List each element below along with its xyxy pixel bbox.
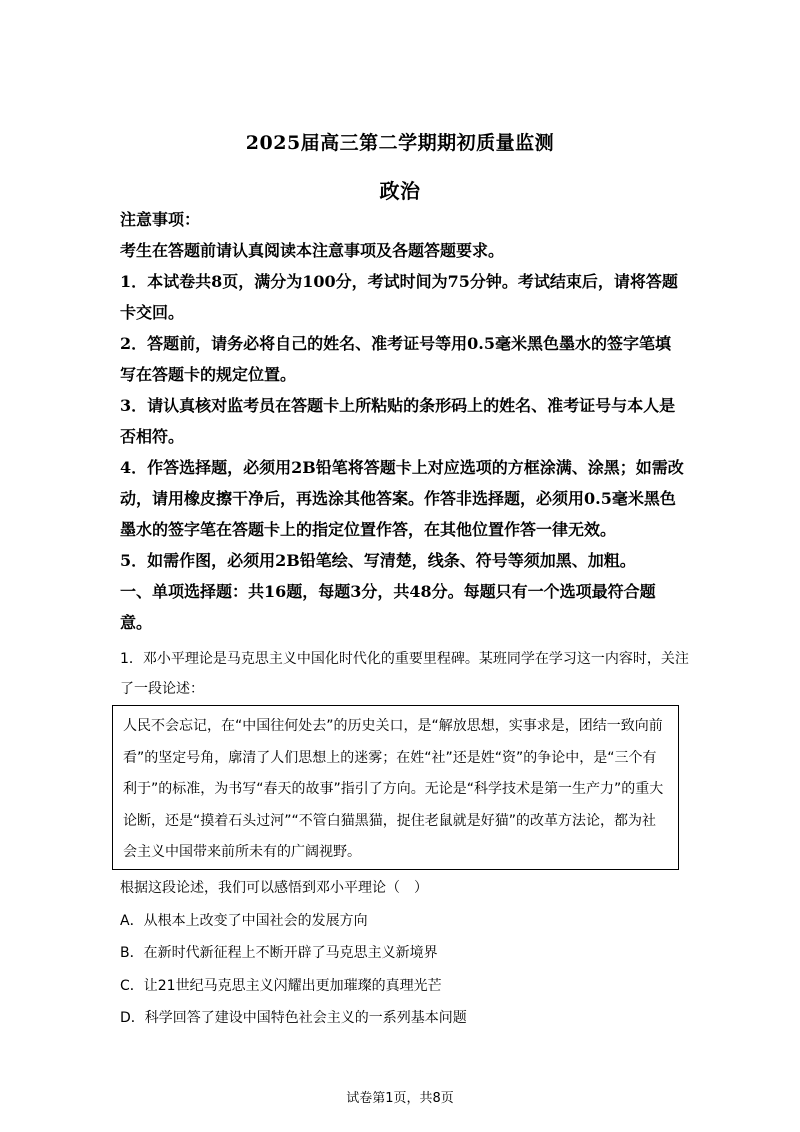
notice-item-2: 2．答题前，请务必将自己的姓名、准考证号等用0.5毫米黑色墨水的签字笔填写在答题卡的规定位置。 <box>120 334 671 384</box>
option-d: D．科学回答了建设中国特色社会主义的一系列基本问题 <box>120 1010 467 1026</box>
notice-item-1: 1．本试卷共8页，满分为100分，考试时间为75分钟。考试结束后，请将答题卡交回。 <box>120 272 678 322</box>
page-footer: 试卷第1页，共8页 <box>346 1091 454 1106</box>
option-c: C．让21世纪马克思主义闪耀出更加璀璨的真理光芒 <box>120 978 442 994</box>
section-heading: 一、单项选择题：共16题，每题3分，共48分。每题只有一个选项最符合题意。 <box>120 582 656 632</box>
question-1-prompt: 根据这段论述，我们可以感悟到邓小平理论（ ） <box>120 880 428 896</box>
subject-title: 政治 <box>379 179 421 203</box>
exam-title: 2025届高三第二学期期初质量监测 <box>245 132 555 154</box>
notice-item-3: 3．请认真核对监考员在答题卡上所粘贴的条形码上的姓名、准考证号与本人是否相符。 <box>120 396 676 446</box>
question-1-quote-box: 人民不会忘记，在“中国往何处去”的历史关口，是“解放思想，实事求是，团结一致向前看”的坚定号角，廓清了人们思想上的迷雾；在姓“社”还是姓“资”的争论中，是“三个有利于”的标准，为书写“春天的故事”指引了方向。无论是“科学技术是第一生产力”的重大论断，还是“摸着石头过河”“不管白猫黑猫，捉住老鼠就是好猫”的改革方法论，都为社会主义中国带来前所未有的广阔视野。 <box>112 705 679 870</box>
option-a: A．从根本上改变了中国社会的发展方向 <box>120 913 368 929</box>
notice-heading: 注意事项： <box>120 210 201 229</box>
notice-intro: 考生在答题前请认真阅读本注意事项及各题答题要求。 <box>120 241 505 260</box>
question-1-stem: 1．邓小平理论是马克思主义中国化时代化的重要里程碑。某班同学在学习这一内容时，关注了一段论述： <box>120 651 689 697</box>
notice-item-5: 5．如需作图，必须用2B铅笔绘、写清楚，线条、符号等须加黑、加粗。 <box>120 551 636 570</box>
notice-item-4: 4．作答选择题，必须用2B铅笔将答题卡上对应选项的方框涂满、涂黑；如需改动，请用橡皮擦干净后，再选涂其他答案。作答非选择题，必须用0.5毫米黑色墨水的签字笔在答题卡上的指定位置作答，在其他位置作答一律无效。 <box>120 458 684 539</box>
option-b: B．在新时代新征程上不断开辟了马克思主义新境界 <box>120 945 438 961</box>
